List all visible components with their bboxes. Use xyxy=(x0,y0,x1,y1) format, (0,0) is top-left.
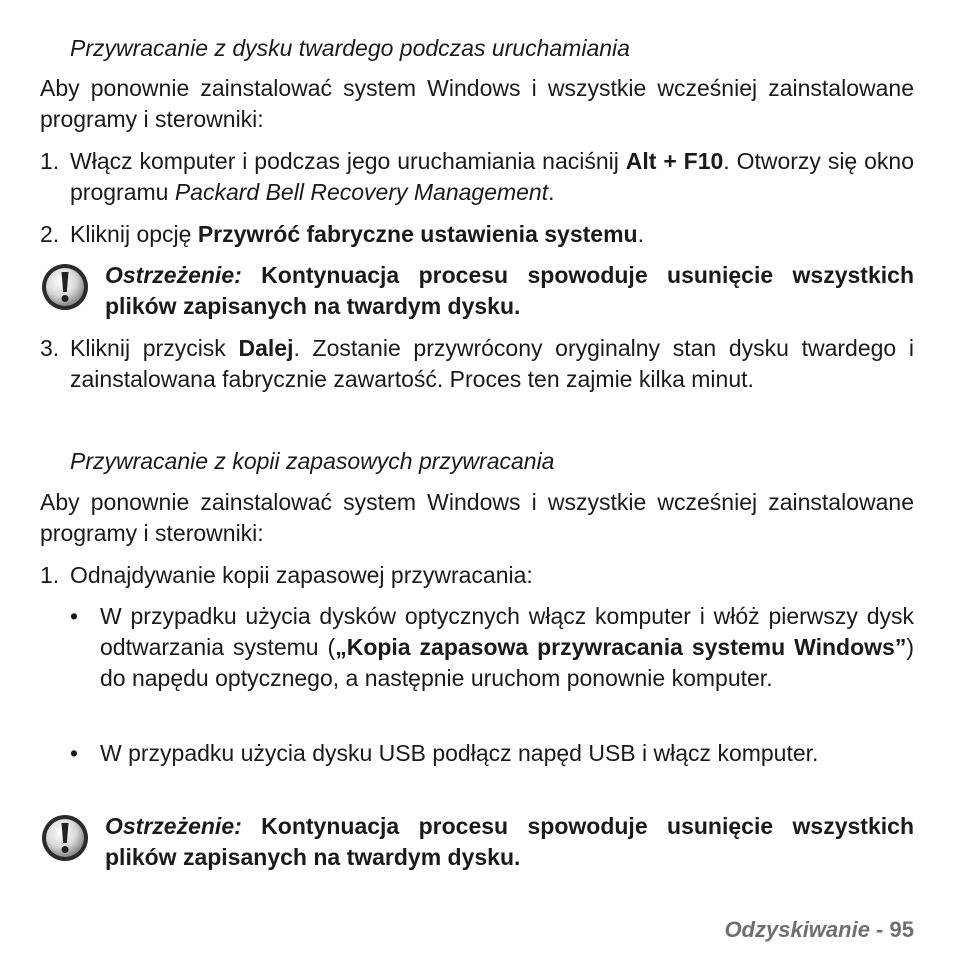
bullet-text-part: ) do napędu optycznego, a następnie uruchom ponownie komputer. xyxy=(100,634,914,691)
disc-label: „Kopia zapasowa przywracania systemu Windows” xyxy=(335,634,907,660)
step-text-part: Włącz komputer i podczas jego uruchamiania naciśnij xyxy=(70,148,626,174)
step-text xyxy=(70,219,914,250)
key-combination: Alt + F10 xyxy=(625,148,724,174)
step-text xyxy=(70,333,914,395)
step-text-part: . Zostanie przywrócony oryginalny stan dysku twardego i zainstalowana fabrycznie zawartość. Proces ten zajmie kilka minut. xyxy=(70,335,914,392)
warning-note xyxy=(40,811,914,873)
exclamation-icon xyxy=(40,813,90,863)
program-name: Packard Bell Recovery Management xyxy=(174,179,549,205)
page-number: 95 xyxy=(889,917,914,942)
page-footer xyxy=(724,915,914,945)
step-text-part: Kliknij przycisk xyxy=(70,335,239,361)
step-1 xyxy=(40,146,914,208)
step-text-part: . Otworzy się okno programu xyxy=(70,148,914,205)
footer-section-name: Odzyskiwanie - xyxy=(724,917,884,942)
warning-text xyxy=(105,260,914,322)
step-3 xyxy=(40,333,914,395)
step-text-part: . xyxy=(548,179,555,205)
section-heading-hdd-recovery: Przywracanie z dysku twardego podczas uruchamiania xyxy=(70,35,630,61)
step-number: 3. xyxy=(40,335,60,361)
bullet-text: W przypadku użycia dysku USB podłącz napęd USB i włącz komputer. xyxy=(100,740,819,766)
exclamation-icon xyxy=(40,262,90,312)
bullet-usb-disk xyxy=(70,738,914,769)
warning-note xyxy=(40,260,914,322)
bullet-text-part: W przypadku użycia dysków optycznych włącz komputer i włóż pierwszy dysk odtwarzania systemu ( xyxy=(100,603,914,660)
step-1 xyxy=(40,560,914,591)
button-name: Dalej xyxy=(238,335,294,361)
step-text: Odnajdywanie kopii zapasowej przywracania: xyxy=(70,562,533,588)
step-text xyxy=(70,146,914,208)
warning-body: Kontynuacja procesu spowoduje usunięcie wszystkich plików zapisanych na twardym dysku. xyxy=(105,813,914,870)
bullet-mark: • xyxy=(70,740,79,766)
warning-label: Ostrzeżenie: xyxy=(105,813,242,839)
warning-text xyxy=(105,811,914,873)
step-text-part: . xyxy=(637,221,644,247)
option-name: Przywróć fabryczne ustawienia systemu xyxy=(197,221,638,247)
step-text-part: Kliknij opcję xyxy=(70,221,198,247)
step-number: 2. xyxy=(40,221,60,247)
warning-body: Kontynuacja procesu spowoduje usunięcie wszystkich plików zapisanych na twardym dysku. xyxy=(105,262,914,319)
intro-paragraph: Aby ponownie zainstalować system Windows i wszystkie wcześniej zainstalowane programy i sterowniki: xyxy=(40,489,914,546)
step-number: 1. xyxy=(40,562,60,588)
bullet-text xyxy=(100,601,914,694)
section-heading-backup-recovery: Przywracanie z kopii zapasowych przywracania xyxy=(70,448,555,474)
warning-label: Ostrzeżenie: xyxy=(105,262,242,288)
bullet-mark: • xyxy=(70,603,79,629)
intro-paragraph: Aby ponownie zainstalować system Windows i wszystkie wcześniej zainstalowane programy i sterowniki: xyxy=(40,75,914,132)
bullet-optical-disc xyxy=(70,601,914,694)
step-2 xyxy=(40,219,914,250)
step-number: 1. xyxy=(40,148,60,174)
